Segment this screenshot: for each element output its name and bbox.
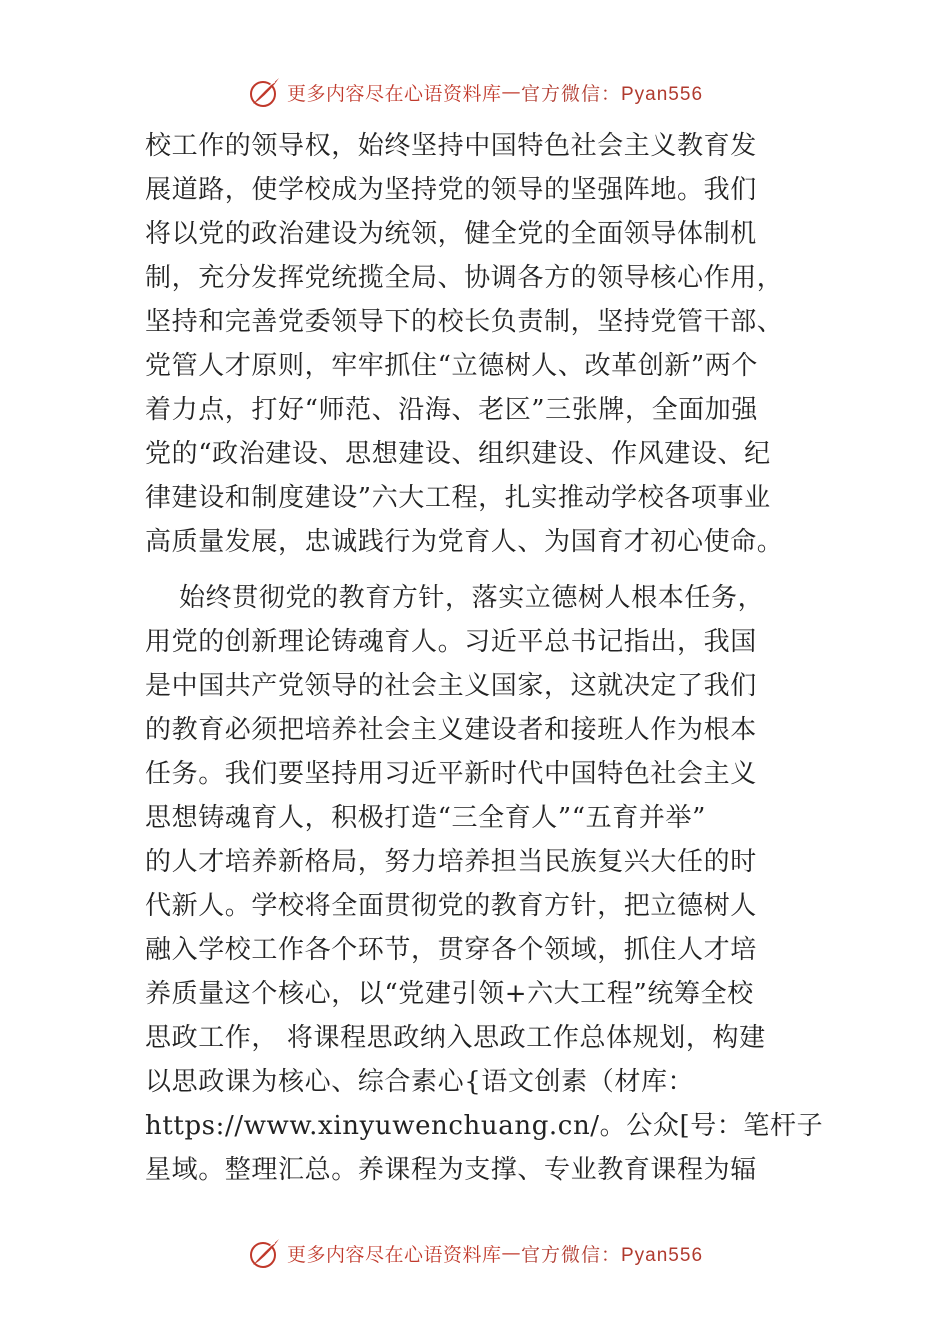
text-line: 将以党的政治建设为统领，健全党的全面领导体制机 <box>145 219 757 249</box>
text-line: 始终贯彻党的教育方针，落实立德树人根本任务， <box>179 583 765 613</box>
quill-logo-icon <box>247 1235 283 1271</box>
text-line: https://www.xinyuwenchuang.cn/。公众[号：笔杆子 <box>145 1111 824 1141</box>
text-line: 以思政课为核心、综合素心{语文创素（材库： <box>145 1067 695 1097</box>
banner-dash: — <box>501 1242 521 1264</box>
text-line: 的人才培养新格局，努力培养担当民族复兴大任的时 <box>145 847 757 877</box>
banner-dash: — <box>501 81 521 103</box>
text-line: 律建设和制度建设”六大工程，扎实推动学校各项事业 <box>145 483 771 513</box>
text-line: 星域。整理汇总。养课程为支撑、专业教育课程为辐 <box>145 1155 757 1185</box>
text-line: 党的“政治建设、思想建设、组织建设、作风建设、纪 <box>145 439 771 469</box>
text-line: 制，充分发挥党统揽全局、协调各方的领导核心作用， <box>145 263 784 293</box>
text-line: 着力点，打好“师范、沿海、老区”三张牌，全面加强 <box>145 395 758 425</box>
text-line: 展道路，使学校成为坚持党的领导的坚强阵地。我们 <box>145 175 757 205</box>
paragraph <box>145 576 824 1192</box>
text-line: 用党的创新理论铸魂育人。习近平总书记指出，我国 <box>145 627 757 657</box>
text-line: 任务。我们要坚持用习近平新时代中国特色社会主义 <box>145 759 757 789</box>
text-line: 坚持和完善党委领导下的校长负责制，坚持党管干部、 <box>145 307 784 337</box>
header-banner <box>0 72 950 112</box>
text-line: 校工作的领导权，始终坚持中国特色社会主义教育发 <box>145 131 757 161</box>
banner-text: 更多内容尽在心语资料库 <box>286 82 502 105</box>
text-line: 融入学校工作各个环节，贯穿各个领域，抓住人才培 <box>145 935 757 965</box>
banner-wechat: 官方微信：Pyan556 <box>521 1244 704 1266</box>
text-line: 高质量发展，忠诚践行为党育人、为国育才初心使命。 <box>145 527 784 557</box>
paragraph <box>145 124 810 564</box>
text-line: 思政工作， 将课程思政纳入思政工作总体规划，构建 <box>145 1023 766 1053</box>
text-line: 代新人。学校将全面贯彻党的教育方针，把立德树人 <box>145 891 757 921</box>
footer-banner <box>0 1233 950 1273</box>
text-line: 思想铸魂育人，积极打造“三全育人”“五育并举” <box>145 803 706 833</box>
text-line: 党管人才原则，牢牢抓住“立德树人、改革创新”两个 <box>145 351 758 381</box>
text-line: 养质量这个核心，以“党建引领+六大工程”统筹全校 <box>145 979 754 1009</box>
text-line: 的教育必须把培养社会主义建设者和接班人作为根本 <box>145 715 757 745</box>
quill-logo-icon <box>247 74 283 110</box>
text-line: 是中国共产党领导的社会主义国家，这就决定了我们 <box>145 671 757 701</box>
paragraph-gap <box>145 564 810 576</box>
banner-wechat: 官方微信：Pyan556 <box>521 83 704 105</box>
document-body <box>145 124 824 1192</box>
banner-text: 更多内容尽在心语资料库 <box>286 1243 502 1266</box>
